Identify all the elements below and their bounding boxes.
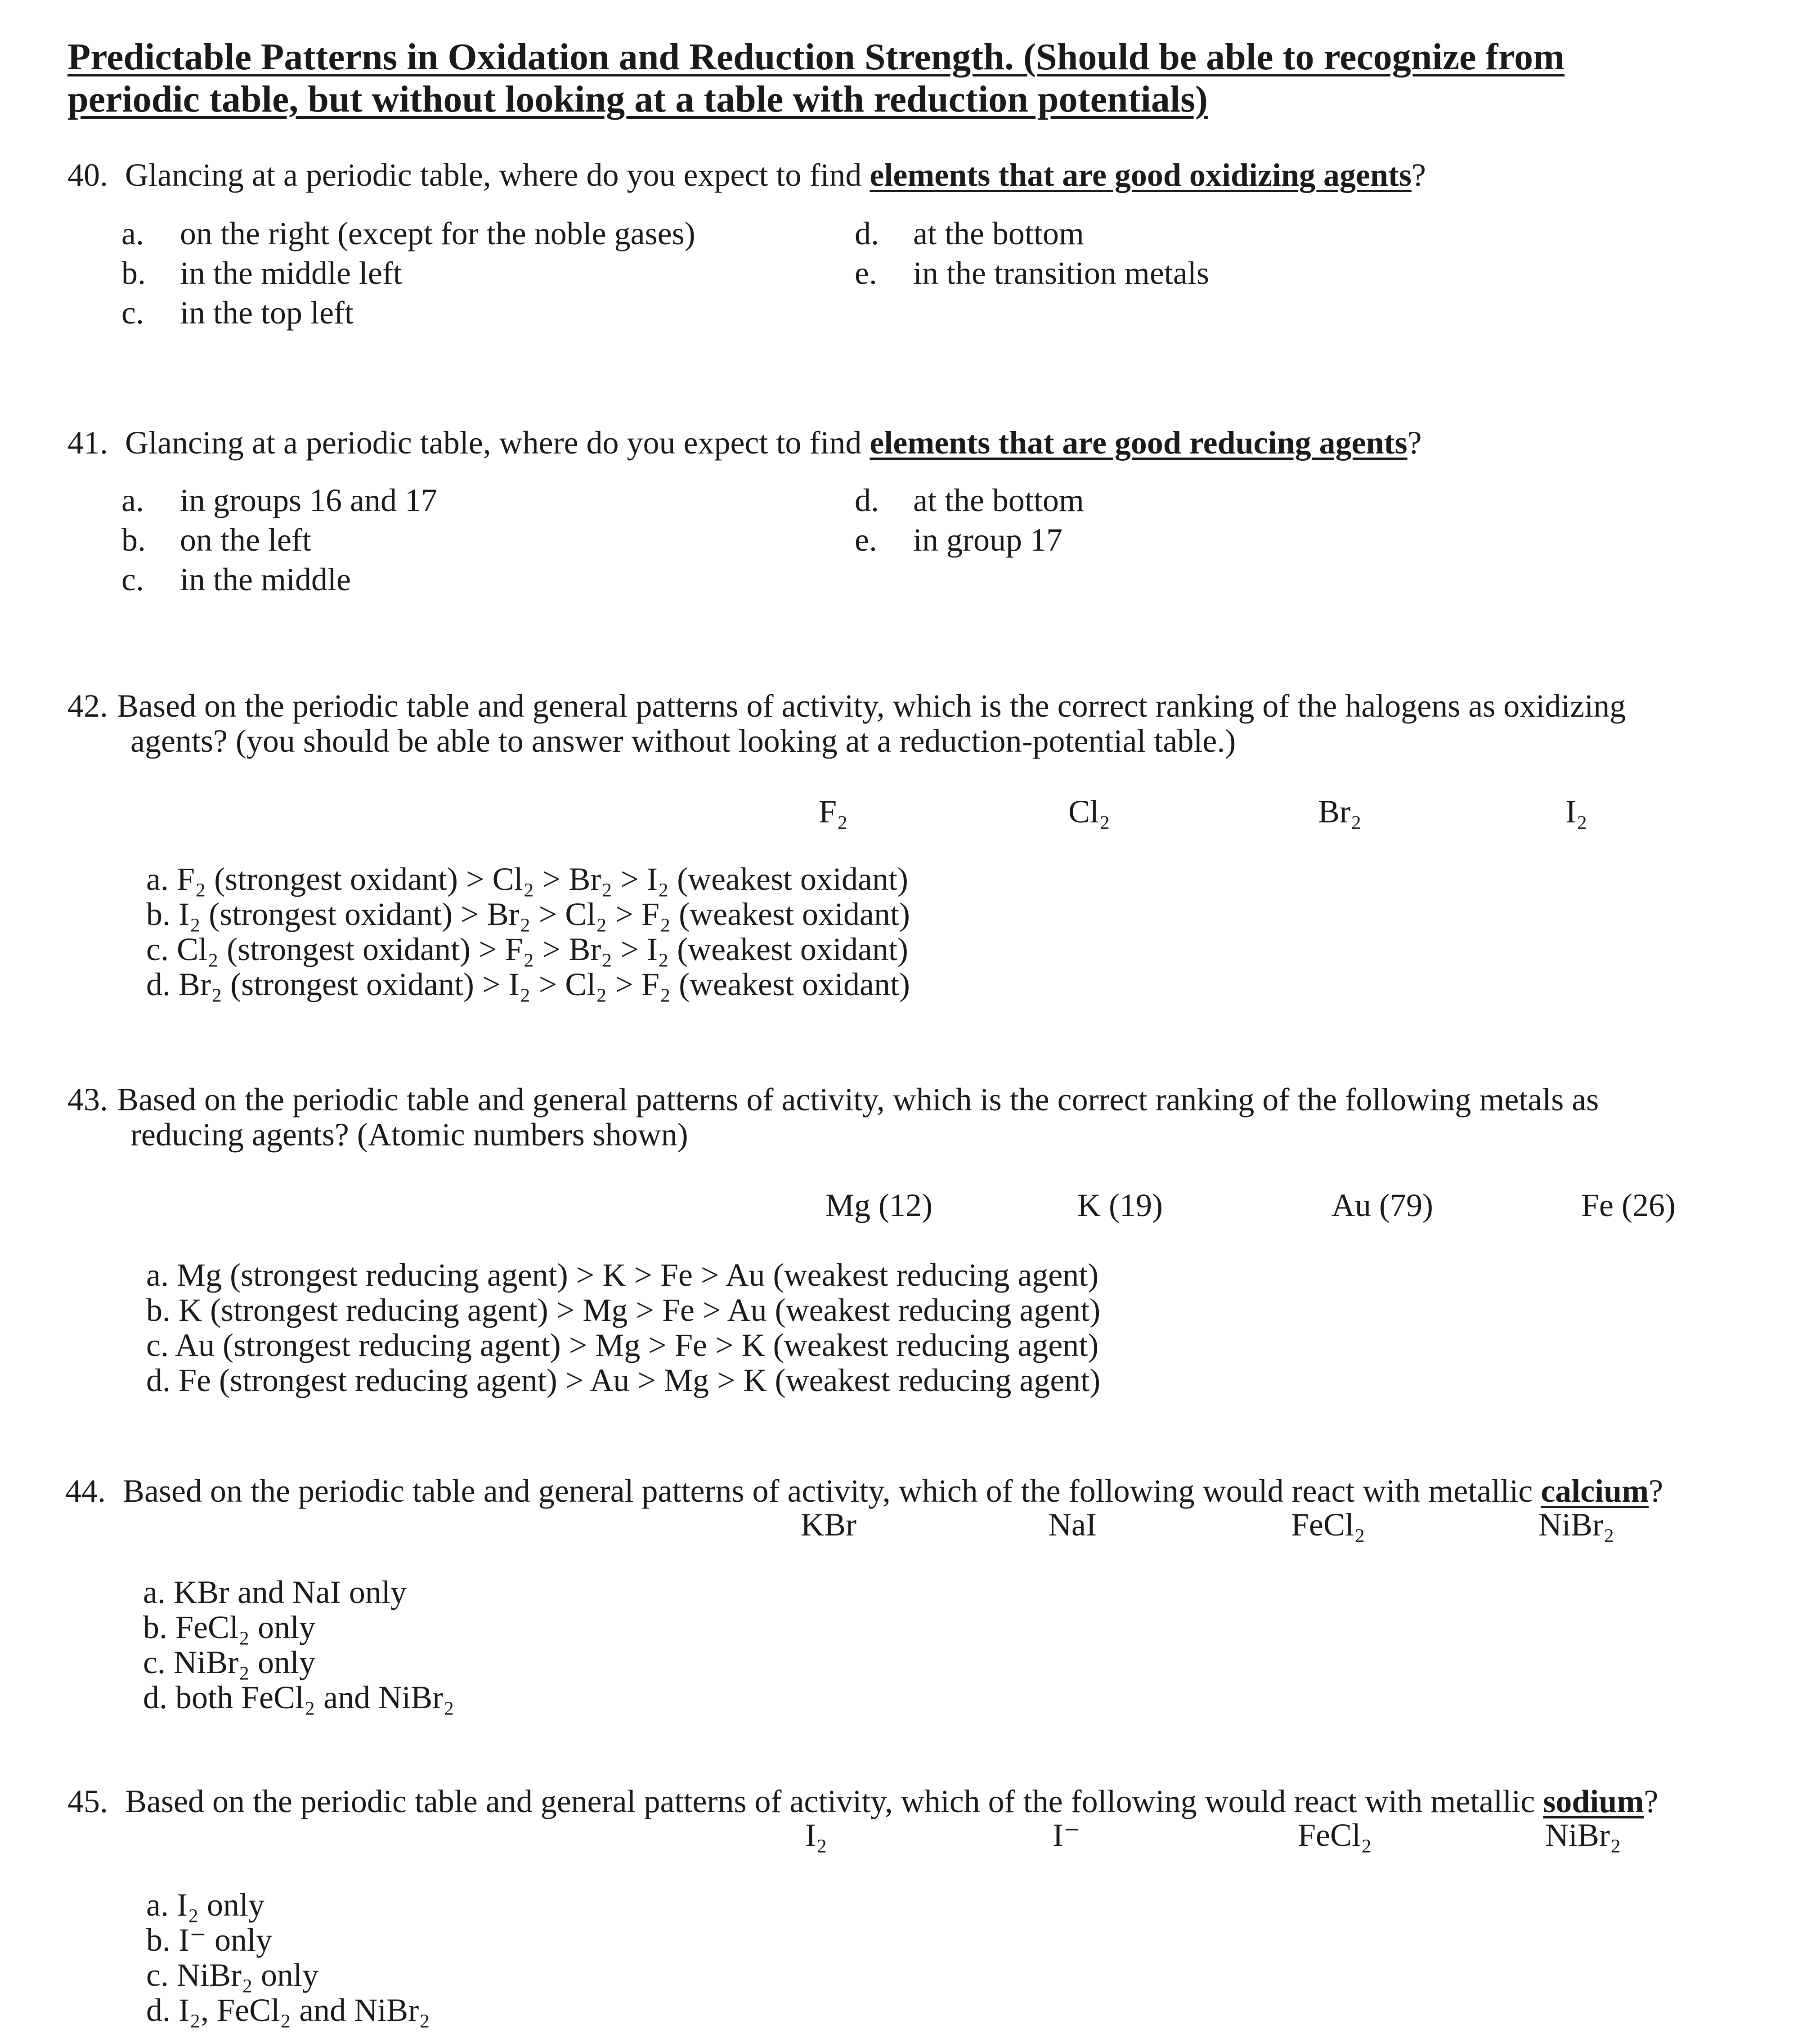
- q42-option-b[interactable]: b. I₂ (strongest oxidant) > Br₂ > Cl₂ > F₂ (weakest oxidant): [146, 896, 910, 932]
- q43-option-b[interactable]: b. K (strongest reducing agent) > Mg > Fe > Au (weakest reducing agent): [146, 1292, 1101, 1328]
- q41-option-e[interactable]: [855, 522, 1062, 557]
- question-43-stem: [67, 1082, 1599, 1152]
- q45-item-2: I⁻: [1053, 1817, 1080, 1853]
- q44-item-2: NaI: [1048, 1507, 1097, 1543]
- q42-option-d[interactable]: d. Br₂ (strongest oxidant) > I₂ > Cl₂ > F₂ (weakest oxidant): [146, 966, 910, 1002]
- question-emphasis: sodium: [1543, 1783, 1644, 1819]
- q43-option-d[interactable]: d. Fe (strongest reducing agent) > Au > Mg > K (weakest reducing agent): [146, 1362, 1101, 1398]
- q40-option-c[interactable]: [121, 295, 354, 330]
- question-number: 43.: [67, 1082, 108, 1118]
- q41-option-c[interactable]: [121, 562, 351, 597]
- question-number: 42.: [67, 688, 108, 724]
- option-letter: a.: [121, 482, 144, 518]
- question-text-line-2: reducing agents? (Atomic numbers shown): [130, 1117, 688, 1153]
- q45-item-4: NiBr₂: [1545, 1817, 1622, 1853]
- q42-option-c[interactable]: c. Cl₂ (strongest oxidant) > F₂ > Br₂ > I₂ (weakest oxidant): [146, 931, 908, 967]
- option-text: at the bottom: [913, 215, 1084, 251]
- question-punct: ?: [1644, 1783, 1659, 1819]
- option-text: in the top left: [180, 295, 354, 331]
- q42-item-4: I₂: [1565, 794, 1588, 830]
- q42-item-3: Br₂: [1318, 794, 1362, 830]
- q44-item-1: KBr: [801, 1507, 856, 1543]
- question-number: 45.: [67, 1783, 108, 1819]
- q43-item-4: Fe (26): [1581, 1187, 1676, 1223]
- q40-option-a[interactable]: [121, 216, 695, 251]
- question-45-stem: [67, 1784, 1658, 1819]
- q44-option-d[interactable]: d. both FeCl₂ and NiBr₂: [143, 1679, 455, 1715]
- question-41-stem: [67, 425, 1422, 460]
- q44-option-b[interactable]: b. FeCl₂ only: [143, 1609, 316, 1645]
- question-number: 40.: [67, 157, 108, 193]
- option-letter: b.: [121, 522, 146, 558]
- question-number: 41.: [67, 425, 108, 461]
- question-text-line-1: Based on the periodic table and general patterns of activity, which is the correct ranking of the halogens as oxidizing: [117, 688, 1626, 724]
- question-punct: ?: [1649, 1473, 1663, 1509]
- question-emphasis: elements that are good oxidizing agents: [870, 157, 1412, 193]
- question-punct: ?: [1412, 157, 1426, 193]
- option-letter: c.: [121, 295, 144, 331]
- q40-option-b[interactable]: [121, 256, 402, 291]
- option-letter: b.: [121, 255, 146, 291]
- q45-item-3: FeCl₂: [1298, 1817, 1372, 1853]
- q40-option-e[interactable]: [855, 256, 1209, 291]
- q45-item-1: I₂: [805, 1817, 828, 1853]
- option-letter: e.: [855, 255, 877, 291]
- q44-item-3: FeCl₂: [1291, 1507, 1366, 1543]
- q44-option-a[interactable]: a. KBr and NaI only: [143, 1574, 407, 1610]
- q43-item-1: Mg (12): [825, 1187, 932, 1223]
- option-text: on the left: [180, 522, 311, 558]
- option-letter: c.: [121, 561, 144, 597]
- question-text: Based on the periodic table and general patterns of activity, which of the following would react with metallic: [123, 1473, 1541, 1509]
- q45-option-b[interactable]: b. I⁻ only: [146, 1922, 272, 1958]
- q44-option-c[interactable]: c. NiBr₂ only: [143, 1644, 316, 1680]
- option-text: at the bottom: [913, 482, 1084, 518]
- question-text: Glancing at a periodic table, where do you expect to find: [125, 157, 870, 193]
- q45-option-c[interactable]: c. NiBr₂ only: [146, 1957, 319, 1993]
- option-text: on the right (except for the noble gases): [180, 215, 695, 251]
- question-44-stem: [65, 1473, 1663, 1508]
- q43-option-a[interactable]: a. Mg (strongest reducing agent) > K > Fe > Au (weakest reducing agent): [146, 1257, 1099, 1293]
- q43-item-3: Au (79): [1331, 1187, 1433, 1223]
- q44-item-4: NiBr₂: [1538, 1507, 1615, 1543]
- option-letter: d.: [855, 482, 879, 518]
- q42-option-a[interactable]: a. F₂ (strongest oxidant) > Cl₂ > Br₂ > I₂ (weakest oxidant): [146, 861, 908, 897]
- question-punct: ?: [1407, 425, 1422, 461]
- q45-option-d[interactable]: d. I₂, FeCl₂ and NiBr₂: [146, 1992, 430, 2028]
- question-text: Based on the periodic table and general patterns of activity, which of the following would react with metallic: [125, 1783, 1543, 1819]
- q43-item-2: K (19): [1077, 1187, 1163, 1223]
- q42-item-2: Cl₂: [1068, 794, 1111, 830]
- title-line-2: periodic table, but without looking at a table with reduction potentials): [67, 78, 1208, 120]
- question-42-stem: [67, 688, 1626, 759]
- q41-option-a[interactable]: [121, 483, 437, 518]
- q41-option-b[interactable]: [121, 522, 311, 557]
- question-40-stem: [67, 157, 1426, 193]
- question-text: Glancing at a periodic table, where do you expect to find: [125, 425, 870, 461]
- option-text: in the middle: [180, 561, 351, 597]
- question-emphasis: calcium: [1541, 1473, 1649, 1509]
- option-text: in the transition metals: [913, 255, 1209, 291]
- question-text-line-2: agents? (you should be able to answer without looking at a reduction-potential table.): [130, 723, 1236, 759]
- q45-option-a[interactable]: a. I₂ only: [146, 1887, 265, 1923]
- q42-item-1: F₂: [819, 794, 848, 830]
- question-number: 44.: [65, 1473, 106, 1509]
- page-title: [67, 36, 1777, 121]
- question-emphasis: elements that are good reducing agents: [870, 425, 1408, 461]
- title-line-1: Predictable Patterns in Oxidation and Reduction Strength. (Should be able to recognize from: [67, 36, 1565, 78]
- question-text-line-1: Based on the periodic table and general patterns of activity, which is the correct ranking of the following metals as: [117, 1082, 1599, 1118]
- option-letter: e.: [855, 522, 877, 558]
- option-text: in group 17: [913, 522, 1062, 558]
- option-letter: d.: [855, 215, 879, 251]
- option-letter: a.: [121, 215, 144, 251]
- q43-option-c[interactable]: c. Au (strongest reducing agent) > Mg > Fe > K (weakest reducing agent): [146, 1327, 1099, 1363]
- option-text: in groups 16 and 17: [180, 482, 437, 518]
- option-text: in the middle left: [180, 255, 402, 291]
- q40-option-d[interactable]: [855, 216, 1084, 251]
- q41-option-d[interactable]: [855, 483, 1084, 518]
